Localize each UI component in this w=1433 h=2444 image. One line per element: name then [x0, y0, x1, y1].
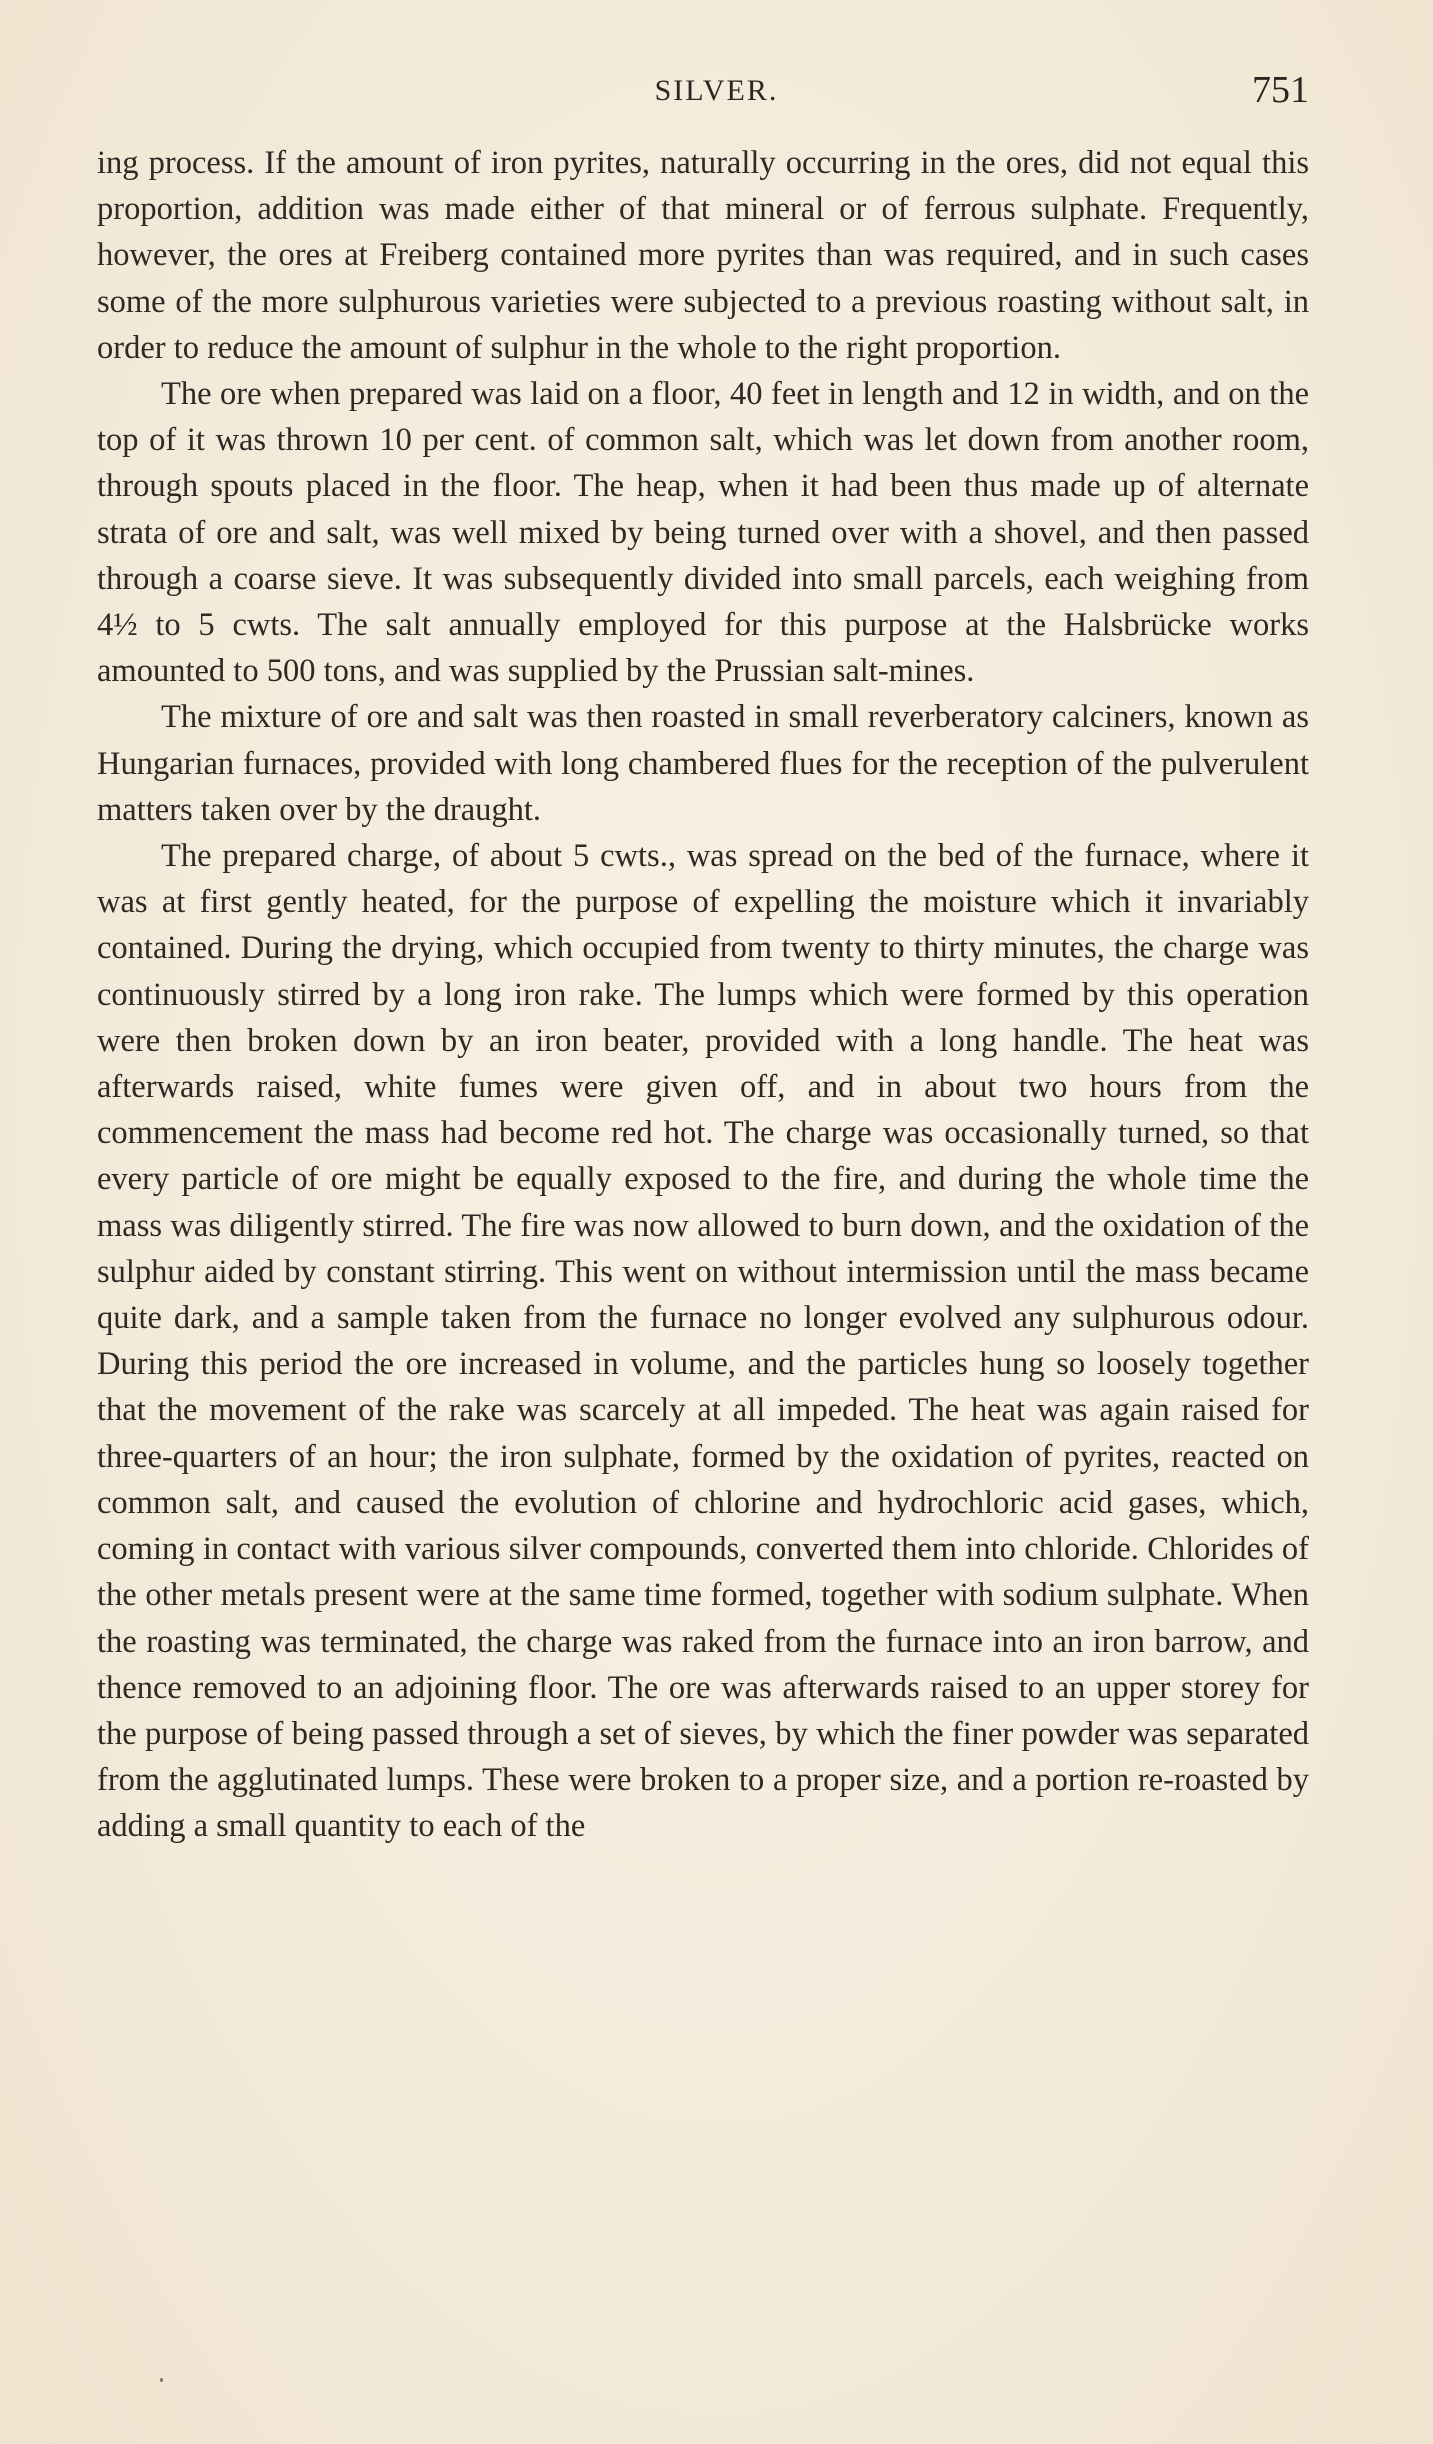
- page-number: 751: [1252, 69, 1309, 111]
- paragraph-ore-preparation: The ore when prepared was laid on a floor, 40 feet in length and 12 in width, and on the top of it was thrown 10 per cent. of common salt, which was let down from another room, through spouts placed in the floor. The heap, when it had been thus made up of alternate strata of ore and salt, was well mixed by being turned over with a shovel, and then passed through a coarse sieve. It was subsequently divided into small parcels, each weighing from 4½ to 5 cwts. The salt annually employed for this purpose at the Halsbrücke works amounted to 500 tons, and was supplied by the Prussian salt-mines.: [97, 376, 1309, 690]
- body-text: [97, 140, 1309, 1850]
- page-title: SILVER.: [654, 74, 779, 107]
- paper-speck: [160, 2378, 163, 2382]
- running-head: [0, 68, 1433, 118]
- paragraph-continuation: ing process. If the amount of iron pyrites, naturally occurring in the ores, did not equal this proportion, addition was made either of that mineral or of ferrous sulphate. Frequently, however, the ores at Freiberg contained more pyrites than was required, and in such cases some of the more sulphurous varieties were subjected to a previous roasting without salt, in order to reduce the amount of sulphur in the whole to the right proportion.: [97, 145, 1309, 366]
- paragraph-roasting-furnaces: The mixture of ore and salt was then roasted in small reverberatory calciners, known as Hungarian furnaces, provided with long chambered flues for the reception of the pulverulent matters taken over by the draught.: [97, 699, 1309, 828]
- paragraph-roasting-process: The prepared charge, of about 5 cwts., was spread on the bed of the furnace, where it was at first gently heated, for the purpose of expelling the moisture which it invariably contained. During the drying, which occupied from twenty to thirty minutes, the charge was continuously stirred by a long iron rake. The lumps which were formed by this operation were then broken down by an iron beater, provided with a long handle. The heat was afterwards raised, white fumes were given off, and in about two hours from the commencement the mass had become red hot. The charge was occasionally turned, so that every particle of ore might be equally exposed to the fire, and during the whole time the mass was diligently stirred. The fire was now allowed to burn down, and the oxidation of the sulphur aided by constant stirring. This went on without intermission until the mass became quite dark, and a sample taken from the furnace no longer evolved any sulphurous odour. During this period the ore increased in volume, and the particles hung so loosely together that the movement of the rake was scarcely at all impeded. The heat was again raised for three-quarters of an hour; the iron sulphate, formed by the oxidation of pyrites, reacted on common salt, and caused the evolution of chlorine and hydrochloric acid gases, which, coming in contact with various silver compounds, converted them into chloride. Chlorides of the other metals present were at the same time formed, together with sodium sulphate. When the roasting was terminated, the charge was raked from the furnace into an iron barrow, and thence removed to an adjoining floor. The ore was afterwards raised to an upper storey for the purpose of being passed through a set of sieves, by which the finer powder was separated from the agglutinated lumps. These were broken to a proper size, and a portion re-roasted by adding a small quantity to each of the: [97, 838, 1309, 1845]
